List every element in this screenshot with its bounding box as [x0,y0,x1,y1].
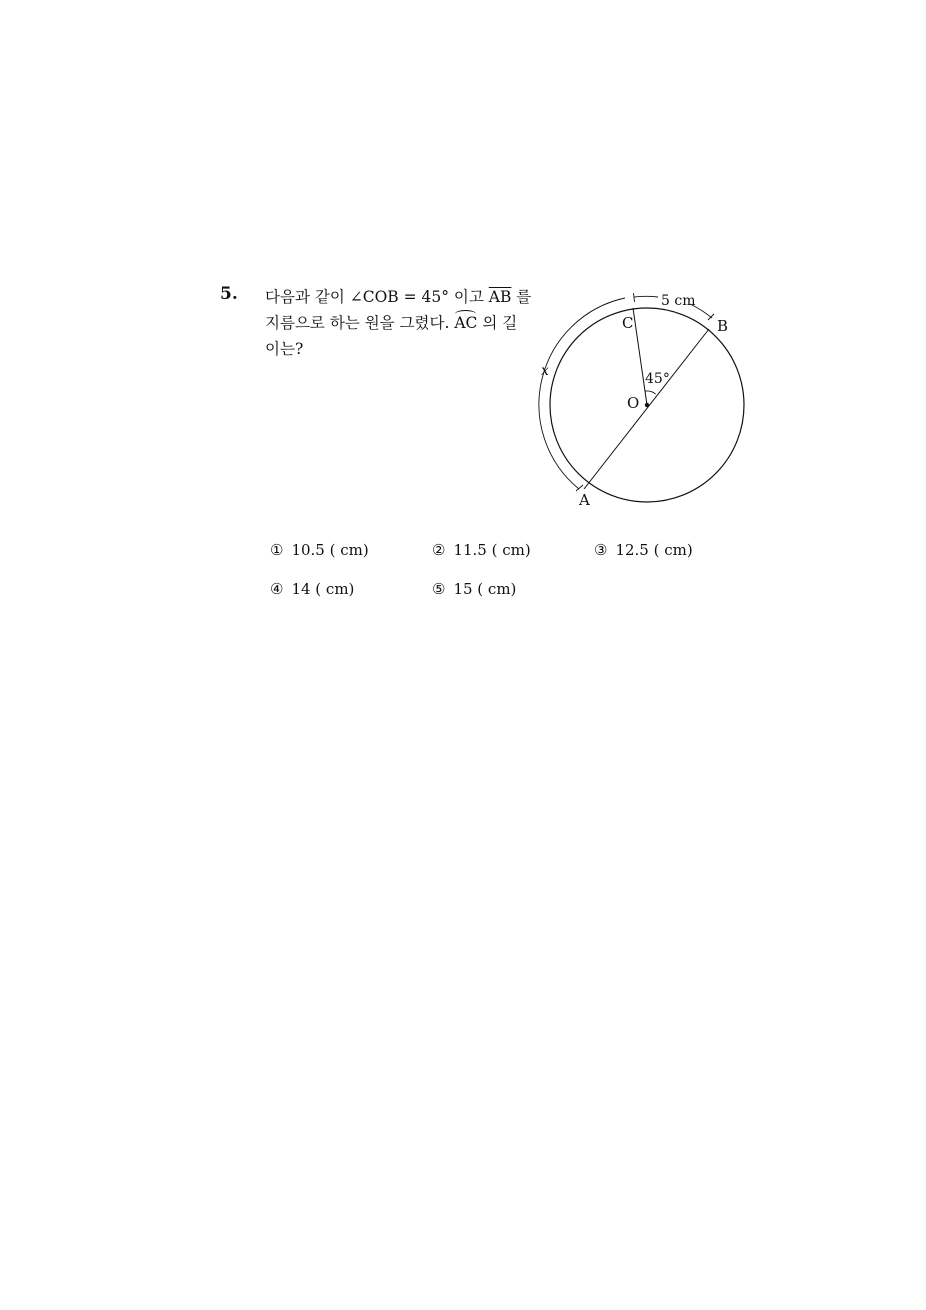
label-o: O [627,394,640,412]
label-b: B [717,317,729,335]
angle-arc [645,391,656,394]
question-text-1a: 다음과 같이 ∠COB = 45° 이고 [265,288,489,306]
arc-cb-marker [634,296,658,297]
question-text-line-2 [265,313,517,333]
question-text-1b: 를 [511,288,532,306]
choice-4-mark: ④ [270,580,284,598]
diameter-ab [584,329,709,489]
label-a: A [579,491,590,509]
choice-4-text: 14 ( cm) [291,580,355,598]
choice-3-text: 12.5 ( cm) [615,541,693,559]
choice-5-mark: ⑤ [432,580,446,598]
arc-cb-tick-b [708,314,714,320]
segment-ab: $\overline{AB}$ [488,288,512,306]
choice-1-text: 10.5 ( cm) [291,541,369,559]
choice-1[interactable] [270,541,369,559]
arc-ca-marker [539,298,625,489]
circle-diagram [520,282,760,514]
choice-4[interactable] [270,580,354,598]
center-point [645,403,649,407]
question-number: 5. [220,284,238,304]
radius-oc [633,308,647,405]
question-text-2b: 의 길 [477,314,518,332]
choice-5-text: 15 ( cm) [453,580,517,598]
question-text-line-1 [265,287,531,307]
question-text-line-3: 이는? [265,340,304,358]
arc-cb-tick-c [634,293,635,302]
question-text-2a: 지름으로 하는 원을 그렸다. [265,314,455,332]
arc-ac: AC [454,314,478,332]
choice-1-mark: ① [270,541,284,559]
choice-3[interactable] [594,541,693,559]
label-c: C [622,314,634,332]
choice-2-text: 11.5 ( cm) [453,541,531,559]
choice-2[interactable] [432,541,531,559]
choice-5[interactable] [432,580,516,598]
arc-cb-length-label: 5 cm [661,293,696,309]
angle-label: 45° [645,371,670,387]
choice-3-mark: ③ [594,541,608,559]
choice-2-mark: ② [432,541,446,559]
arc-x-label: x [541,363,549,379]
